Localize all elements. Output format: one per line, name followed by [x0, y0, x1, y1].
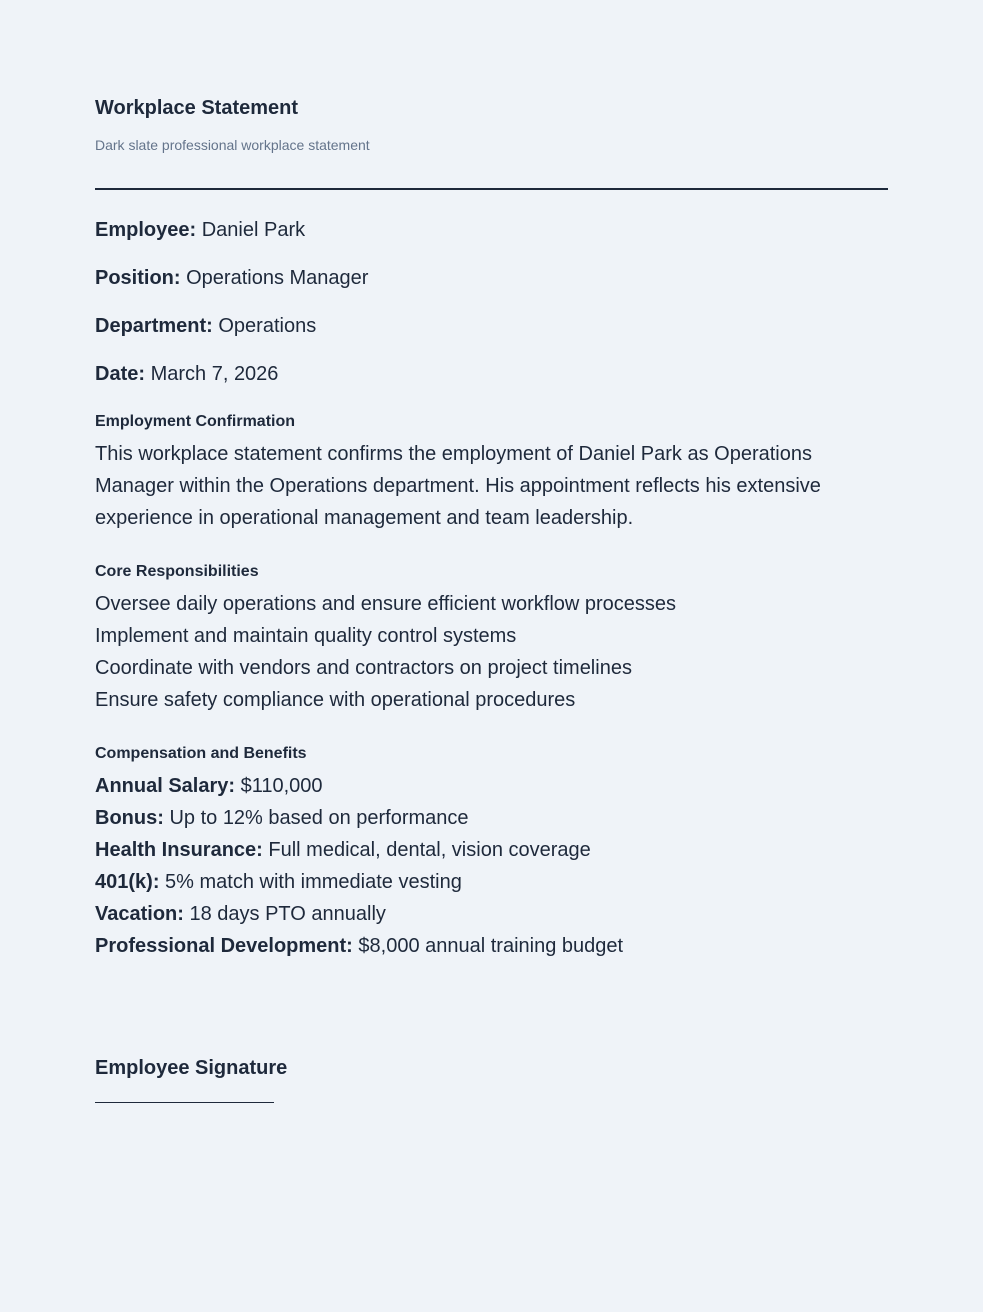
- document-title: Workplace Statement: [95, 97, 299, 119]
- bonus-label: Bonus:: [95, 807, 164, 829]
- compensation-title: Compensation and Benefits: [95, 745, 307, 762]
- list-item: Implement and maintain quality control systems: [95, 625, 517, 647]
- position-value: Operations Manager: [186, 267, 369, 289]
- position-row: [95, 266, 888, 290]
- compensation-section: [95, 744, 888, 962]
- department-value: Operations: [218, 315, 317, 337]
- responsibilities-title: Core Responsibilities: [95, 563, 259, 580]
- professional-development-value: $8,000 annual training budget: [358, 935, 624, 957]
- compensation-list: [95, 770, 888, 962]
- confirmation-section: [95, 412, 888, 534]
- professional-development-label: Professional Development:: [95, 935, 353, 957]
- vacation-row: [95, 898, 888, 930]
- retirement-value: 5% match with immediate vesting: [165, 871, 462, 893]
- confirmation-body: This workplace statement confirms the employment of Daniel Park as Operations Manager within the Operations department. His appointment reflects his extensive experience in operational management and team leadership.: [95, 443, 821, 529]
- responsibilities-list: [95, 588, 888, 716]
- salary-value: $110,000: [240, 775, 323, 797]
- signature-label: Employee Signature: [95, 1057, 288, 1079]
- vacation-value: 18 days PTO annually: [189, 903, 386, 925]
- confirmation-title: Employment Confirmation: [95, 413, 296, 430]
- employee-value: Daniel Park: [201, 219, 306, 241]
- department-row: [95, 314, 888, 338]
- employee-details: [95, 218, 888, 386]
- employee-row: [95, 218, 888, 242]
- retirement-row: [95, 866, 888, 898]
- date-value: March 7, 2026: [150, 363, 279, 385]
- retirement-label: 401(k):: [95, 871, 160, 893]
- bonus-value: Up to 12% based on performance: [169, 807, 469, 829]
- position-label: Position:: [95, 267, 181, 289]
- list-item: Ensure safety compliance with operational procedures: [95, 689, 576, 711]
- signature-block: [95, 1056, 888, 1103]
- list-item: Oversee daily operations and ensure efficient workflow processes: [95, 593, 677, 615]
- professional-development-row: [95, 930, 888, 962]
- salary-label: Annual Salary:: [95, 775, 236, 797]
- health-insurance-label: Health Insurance:: [95, 839, 263, 861]
- salary-row: [95, 770, 888, 802]
- list-item: Coordinate with vendors and contractors on project timelines: [95, 657, 632, 679]
- signature-line[interactable]: [95, 1102, 274, 1103]
- health-insurance-row: [95, 834, 888, 866]
- employee-label: Employee:: [95, 219, 197, 241]
- health-insurance-value: Full medical, dental, vision coverage: [268, 839, 591, 861]
- department-label: Department:: [95, 315, 213, 337]
- document-subtitle: Dark slate professional workplace statement: [95, 137, 370, 153]
- date-row: [95, 362, 888, 386]
- vacation-label: Vacation:: [95, 903, 184, 925]
- statement-document: [95, 96, 888, 1103]
- header-divider: [95, 188, 888, 190]
- responsibilities-section: [95, 562, 888, 716]
- date-label: Date:: [95, 363, 146, 385]
- bonus-row: [95, 802, 888, 834]
